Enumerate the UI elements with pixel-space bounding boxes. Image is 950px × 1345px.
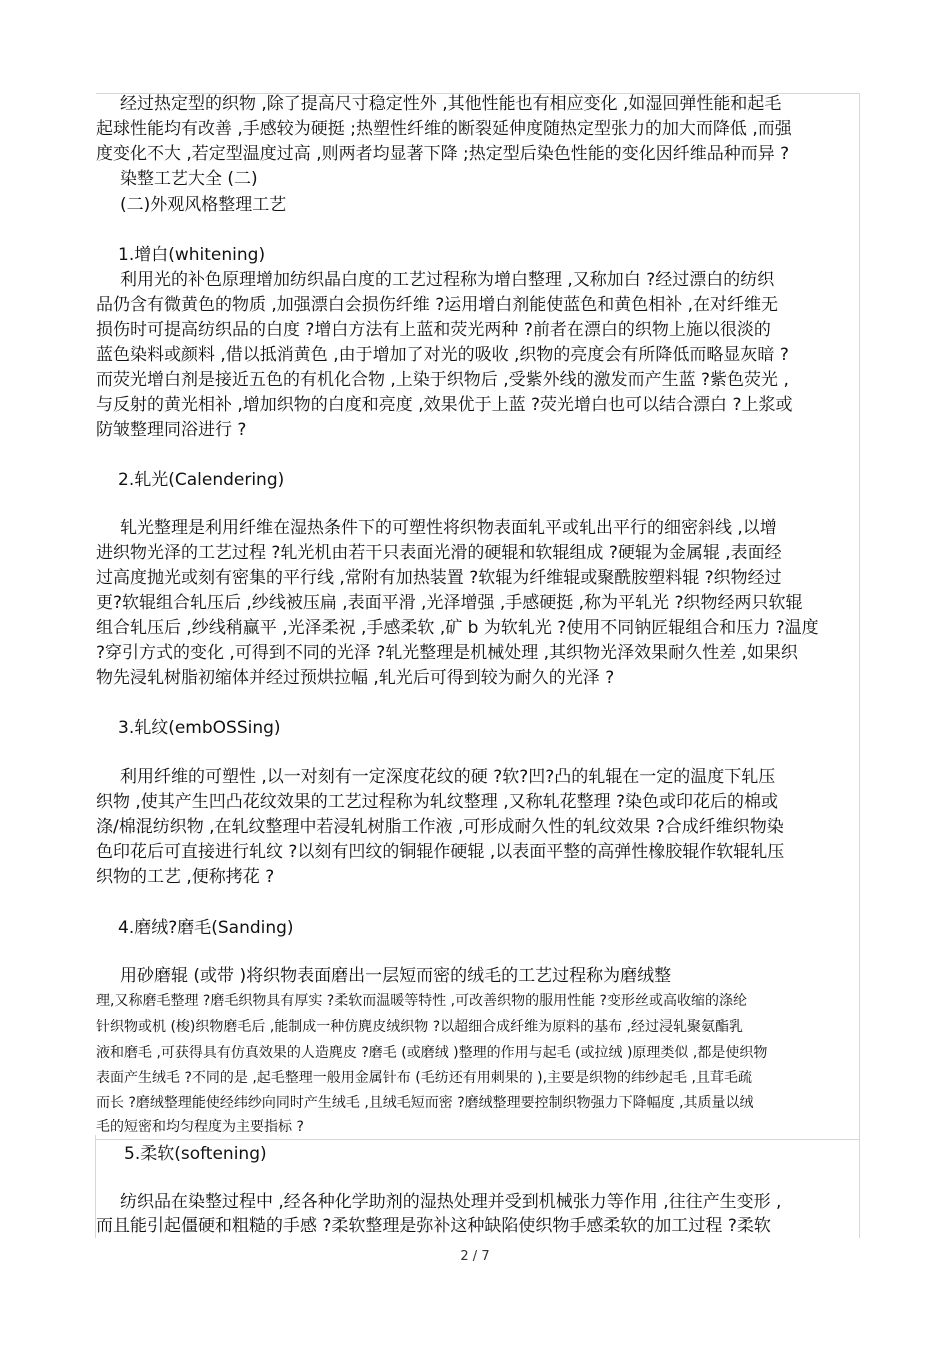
paragraph-line: ?穿引方式的变化 ,可得到不同的光泽 ?轧光整理是机械处理 ,其织物光泽效果耐久性差 ,如果织 [96,643,798,663]
subsection-heading: 2.轧光(Calendering) [118,470,285,490]
paragraph-line: 涤/棉混纺织物 ,在轧纹整理中若浸轧树脂工作液 ,可形成耐久性的轧纹效果 ?合成纤维织物染 [96,817,784,837]
paragraph-line: 损伤时可提高纺织品的白度 ?增白方法有上蓝和荧光两种 ?前者在漂白的织物上施以很淡的 [96,320,771,340]
paragraph-line: 纺织品在染整过程中 ,经各种化学助剂的湿热处理并受到机械张力等作用 ,往往产生变形 , [120,1192,782,1212]
subsection-heading: 5.柔软(softening) [124,1144,267,1164]
paragraph-line: 针织物或机 (梭)织物磨毛后 ,能制成一种仿麂皮绒织物 ?以超细合成纤维为原料的基布 ,经过浸轧聚氨酯乳 [96,1019,744,1035]
subsection-heading: 1.增白(whitening) [118,245,266,265]
section-heading: (二)外观风格整理工艺 [120,195,287,215]
paragraph-line: 品仍含有微黄色的物质 ,加强漂白会损伤纤维 ?运用增白剂能使蓝色和黄色相补 ,在对纤维无 [96,295,779,315]
subsection-heading: 3.轧纹(embOSSing) [118,718,281,738]
paragraph-line: 轧光整理是利用纤维在湿热条件下的可塑性将织物表面轧平或轧出平行的细密斜线 ,以增 [120,518,777,538]
page-number: 2 / 7 [460,1249,490,1264]
paragraph-line: 蓝色染料或颜料 ,借以抵消黄色 ,由于增加了对光的吸收 ,织物的亮度会有所降低而略显灰暗 ? [96,345,789,365]
paragraph-line: 毛的短密和均匀程度为主要指标 ? [96,1119,304,1135]
paragraph-line: 利用纤维的可塑性 ,以一对刻有一定深度花纹的硬 ?软?凹?凸的轧辊在一定的温度下轧压 [120,767,776,787]
paragraph-line: 而荧光增白剂是接近五色的有机化合物 ,上染于织物后 ,受紫外线的激发而产生蓝 ?紫色荧光 , [96,370,789,390]
document-title: 染整工艺大全 (二) [120,169,258,189]
paragraph-line: 度变化不大 ,若定型温度过高 ,则两者均显著下降 ;热定型后染色性能的变化因纤维品种而异 ? [96,144,790,164]
paragraph-line: 织物的工艺 ,便称拷花 ? [96,867,275,887]
paragraph-line: 利用光的补色原理增加纺织晶白度的工艺过程称为增白整理 ,又称加白 ?经过漂白的纺织 [120,270,775,290]
paragraph-line: 色印花后可直接进行轧纹 ?以刻有凹纹的铜辊作硬辊 ,以表面平整的高弹性橡胶辊作软辊轧压 [96,842,785,862]
paragraph-line: 组合轧压后 ,纱线稍赢平 ,光泽柔祝 ,手感柔软 ,矿 b 为软轧光 ?使用不同钠匠辊组合和压力 ?温度 [96,618,819,638]
paragraph-line: 与反射的黄光相补 ,增加织物的白度和亮度 ,效果优于上蓝 ?荧光增白也可以结合漂白 ?上浆或 [96,395,793,415]
paragraph-line: 表面产生绒毛 ?不同的是 ,起毛整理一般用金属针布 (毛纺还有用刺果的 ),主要是织物的纬纱起毛 ,且茸毛疏 [96,1070,752,1086]
paragraph-line: 经过热定型的织物 ,除了提高尺寸稳定性外 ,其他性能也有相应变化 ,如湿回弹性能和起毛 [120,94,782,114]
subsection-heading: 4.磨绒?磨毛(Sanding) [118,918,294,938]
paragraph-line: 理,又称磨毛整理 ?磨毛织物具有厚实 ?柔软而温暖等特性 ,可改善织物的服用性能 ?变形丝或高收缩的涤纶 [96,993,747,1009]
paragraph-line: 过高度抛光或刻有密集的平行线 ,常附有加热装置 ?软辊为纤维辊或聚酰胺塑料辊 ?织物经过 [96,568,782,588]
paragraph-line: 更?软辊组合轧压后 ,纱线被压扁 ,表面平滑 ,光泽增强 ,手感硬挺 ,称为平轧光 ?织物经两只软辊 [96,593,803,613]
paragraph-line: 起球性能均有改善 ,手感较为硬挺 ;热塑性纤维的断裂延伸度随热定型张力的加大而降低 ,而强 [96,119,792,139]
paragraph-line: 进织物光泽的工艺过程 ?轧光机由若干只表面光滑的硬辊和软辊组成 ?硬辊为金属辊 ,表面经 [96,543,782,563]
section-divider [96,1139,860,1140]
paragraph-line: 液和磨毛 ,可获得具有仿真效果的人造麂皮 ?磨毛 (或磨绒 )整理的作用与起毛 (或拉绒 )原理类似 ,都是使织物 [96,1045,768,1061]
paragraph-line: 织物 ,使其产生凹凸花纹效果的工艺过程称为轧纹整理 ,又称轧花整理 ?染色或印花后的棉或 [96,792,779,812]
paragraph-line: 防皱整理同浴进行 ? [96,420,247,440]
paragraph-line: 而且能引起僵硬和粗糙的手感 ?柔软整理是弥补这种缺陷使织物手感柔软的加工过程 ?柔软 [96,1216,771,1236]
paragraph-line: 物先浸轧树脂初缩体并经过预烘拉幅 ,轧光后可得到较为耐久的光泽 ? [96,668,615,688]
paragraph-line: 用砂磨辊 (或带 )将织物表面磨出一层短而密的绒毛的工艺过程称为磨绒整 [120,966,672,986]
paragraph-line: 而长 ?磨绒整理能使经纬纱向同时产生绒毛 ,且绒毛短而密 ?磨绒整理要控制织物强力下降幅度 ,其质量以绒 [96,1095,754,1111]
